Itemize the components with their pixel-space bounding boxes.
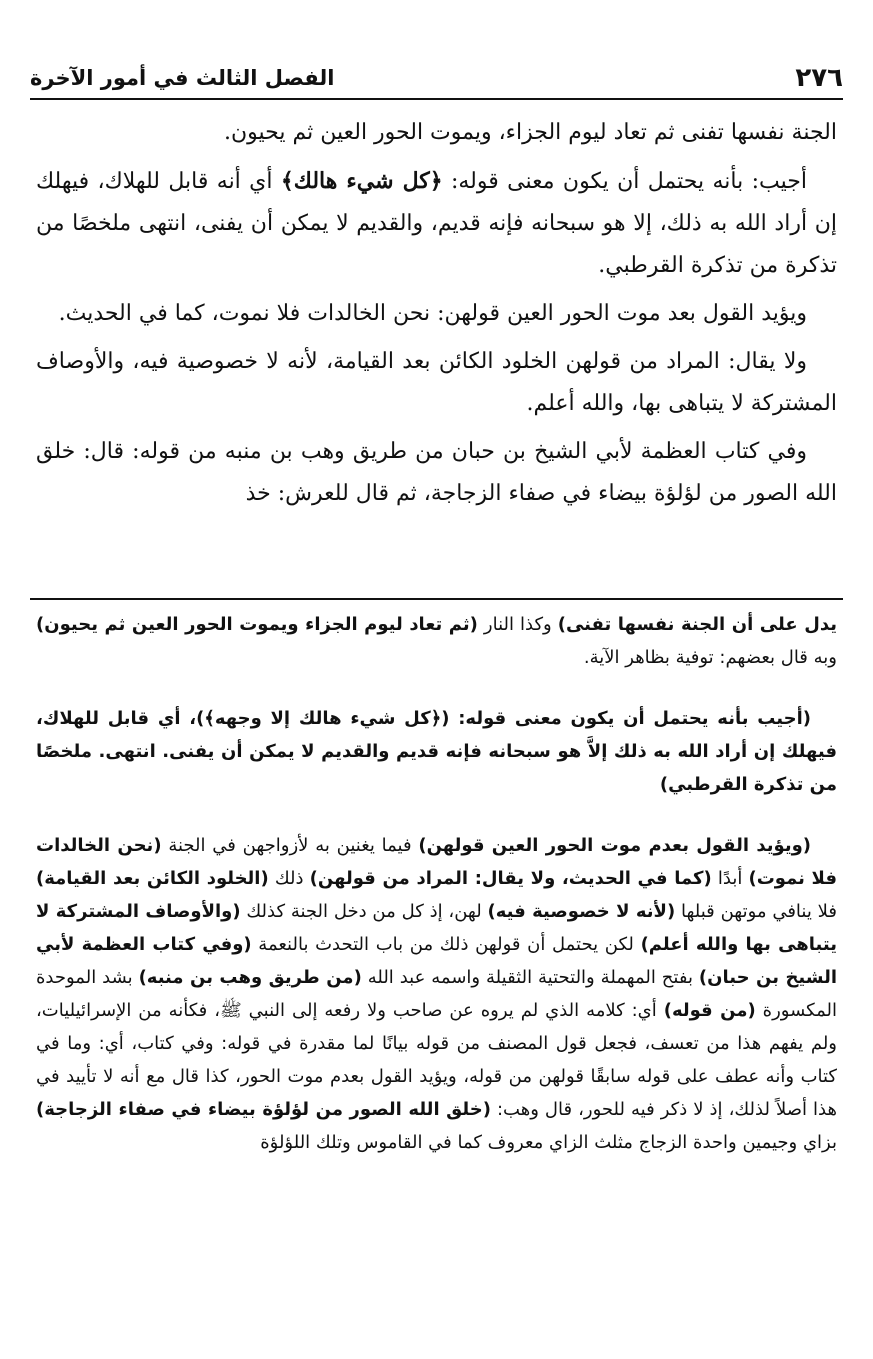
commentary-text-run: فلا ينافي موتهن قبلها <box>675 901 838 922</box>
commentary-text-run: بشد الموحدة المكسورة <box>36 967 837 1021</box>
quoted-matn: يدل على أن الجنة نفسها تفنى) <box>557 614 837 635</box>
main-paragraph-text: أجيب: بأنه يحتمل أن يكون معنى قوله: <box>442 169 807 194</box>
commentary-paragraph <box>36 829 837 1159</box>
main-paragraph-text: الجنة نفسها تفنى ثم تعاد ليوم الجزاء، ويموت الحور العين ثم يحيون. <box>224 120 837 145</box>
commentary-text-run: ذلك <box>268 868 310 889</box>
commentary-text-run: فيما يغنين به لأزواجهن في الجنة <box>161 835 419 856</box>
quoted-matn: (أجيب بأنه يحتمل أن يكون معنى قوله: (﴿كل شيء هالك إلا وجهه﴾) <box>196 708 811 729</box>
commentary-text-run: وبه قال بعضهم: توفية بظاهر الآية. <box>583 647 837 668</box>
page-number: ٢٧٦ <box>795 63 843 93</box>
main-paragraph <box>36 431 837 515</box>
page-header <box>30 60 843 96</box>
main-paragraph <box>36 293 837 335</box>
quoted-matn: (والأوصاف المشتركة لا يتباهى بها والله أعلم) <box>36 901 837 955</box>
quoted-matn: (ويؤيد القول بعدم موت الحور العين قولهن) <box>418 835 811 856</box>
commentary-text-run: لكن يحتمل أن قولهن ذلك من باب التحدث بالنعمة <box>251 934 641 955</box>
main-paragraph-text: ويؤيد القول بعد موت الحور العين قولهن: نحن الخالدات فلا نموت، كما في الحديث. <box>58 301 807 326</box>
quoted-matn: (ثم تعاد ليوم الجزاء ويموت الحور العين ثم يحيون) <box>36 614 478 635</box>
quoted-matn: (خلق الله الصور من لؤلؤة بيضاء في صفاء الزجاجة) <box>36 1099 491 1120</box>
main-text <box>36 112 837 521</box>
main-paragraph-text: أي أنه قابل للهلاك، فيهلك إن أراد الله به ذلك، إلا هو سبحانه فإنه قديم، والقديم لا يمكن أن يفنى، انتهى ملخصًا من تذكرة من تذكرة القرطبي. <box>36 169 837 278</box>
quoted-matn: (الخلود الكائن بعد القيامة) <box>36 868 269 889</box>
main-paragraph <box>36 112 837 154</box>
quoted-matn: (من قوله) <box>663 1000 756 1021</box>
main-paragraph-text: ولا يقال: المراد من قولهن الخلود الكائن بعد القيامة، لأنه لا خصوصية فيه، والأوصاف المشتركة لا يتباهى بها، والله أعلم. <box>36 349 837 416</box>
main-paragraph <box>36 160 837 287</box>
quoted-matn: (نحن الخالدات فلا نموت) <box>36 835 838 889</box>
commentary-text-run: بفتح المهملة والتحتية الثقيلة واسمه عبد الله <box>361 967 699 988</box>
quoted-matn: (لأنه لا خصوصية فيه) <box>487 901 676 922</box>
header-divider <box>30 98 843 100</box>
commentary-text-run: لهن، إذ كل من دخل الجنة كذلك <box>240 901 488 922</box>
quoted-matn: ، أي قابل للهلاك، فيهلك إن أراد الله به ذلك إلاَّ هو سبحانه فإنه قديم والقديم لا يمكن أن يفنى. انتهى. ملخصًا من تذكرة القرطبي) <box>36 708 837 795</box>
commentary-paragraph <box>36 608 837 674</box>
quoted-matn: (وفي كتاب العظمة لأبي الشيخ بن حبان) <box>36 934 838 988</box>
commentary-text-run: بزاي وجيمين واحدة الزجاج مثلث الزاي معروف كما في القاموس وتلك اللؤلؤة <box>260 1132 837 1153</box>
quran-quote: ﴿كل شيء هالك﴾ <box>280 168 443 194</box>
commentary-divider <box>30 598 843 600</box>
commentary-text-run: وكذا النار <box>477 614 558 635</box>
quoted-matn: (كما في الحديث، ولا يقال: المراد من قولهن) <box>309 868 712 889</box>
quoted-matn: (من طريق وهب بن منبه) <box>138 967 362 988</box>
commentary-text <box>36 608 837 1159</box>
running-title: الفصل الثالث في أمور الآخرة <box>30 66 335 90</box>
main-paragraph-text: وفي كتاب العظمة لأبي الشيخ بن حبان من طريق وهب بن منبه من قوله: قال: خلق الله الصور من لؤلؤة بيضاء في صفاء الزجاجة، ثم قال للعرش: خذ <box>36 439 837 506</box>
commentary-paragraph <box>36 702 837 801</box>
commentary-text-run: أي: كلامه الذي لم يروه عن صاحب ولا رفعه إلى النبي ﷺ، فكأنه من الإسرائيليات، ولم يفهم هذا من تعسف، فجعل قول المصنف من قوله بيانًا لما مقدرة في قوله: وفي كتاب، أي: وما في كتاب وأنه عطف على قوله سابقًا قولهن من قوله، ويؤيد القول بعدم موت الحور، كذا قال مع أنه لا تأييد في هذا أصلاً لذلك، إذ لا ذكر فيه للحور، قال وهب: <box>36 1000 837 1120</box>
commentary-text-run: أبدًا <box>711 868 749 889</box>
main-paragraph <box>36 341 837 425</box>
